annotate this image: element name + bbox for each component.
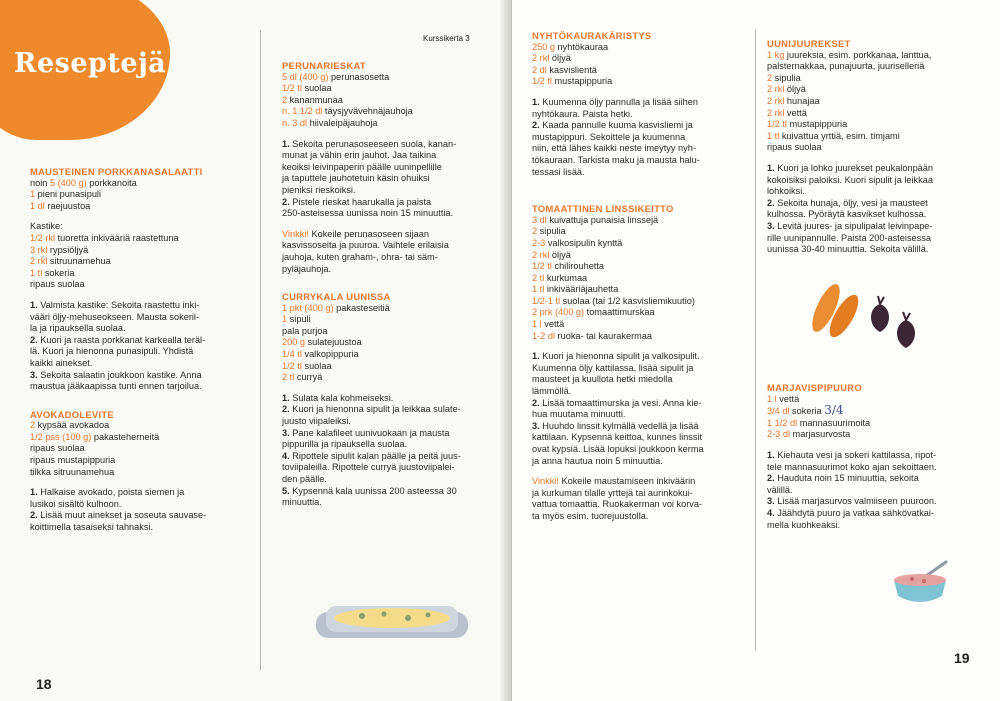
step-cont: munat ja vähin erin jauhot. Jaa taikina xyxy=(282,150,437,161)
left-column-2 xyxy=(282,60,497,509)
ingredient: 1 tl kuivattua yrttiä, esim. timjami xyxy=(767,130,900,141)
step-cont: pieniksi rieskoiksi. xyxy=(282,184,356,195)
ingredient: pala purjoa xyxy=(282,325,328,336)
step: 1. Sekoita perunasoseeseen suola, kanan- xyxy=(282,138,457,149)
root-vegetables-illustration xyxy=(802,282,942,352)
ingredient: 1 l vettä xyxy=(532,319,565,330)
ingredient: 3 rkl rypsiöljyä xyxy=(30,244,89,255)
step: 2. Kaada pannulle kuuma kasvisliemi ja xyxy=(532,120,693,131)
ingredient: ripaus suolaa xyxy=(767,142,822,153)
left-column-1 xyxy=(30,166,250,534)
right-column-2-lower xyxy=(767,382,989,531)
tip-cont: ja kurkuman tilalle yrttejä tai aurinkokui- xyxy=(532,487,693,498)
step-cont: Kuumenna öljy kattilassa, lisää sipulit ja xyxy=(532,362,694,373)
step-cont: kaikki ainekset. xyxy=(30,357,93,368)
porridge-bowl-illustration xyxy=(888,560,952,610)
step-cont: lusikoi sisältö kulhoon. xyxy=(30,498,122,509)
step: 2. Lisää muut ainekset ja soseuta sauvase- xyxy=(30,510,207,521)
ingredient: tilkka sitruunamehua xyxy=(30,466,115,477)
ingredient: 1 tl sokeria xyxy=(30,267,75,278)
step: 1. Kuori ja lohko juurekset peukalonpään xyxy=(767,162,934,173)
ingredient: 1 1/2 dl mannasuurimoita xyxy=(767,417,871,428)
recipe-title-avokadolevite: AVOKADOLEVITE xyxy=(30,408,114,420)
kastike-label: Kastike: xyxy=(30,221,63,232)
step-cont: mausteet ja kuullota hetki miedolla xyxy=(532,374,673,385)
step: 3. Sekoita salaatin joukkoon kastike. Anna xyxy=(30,369,202,380)
ingredient: 2 tl curryä xyxy=(282,372,323,383)
step-cont: ja taputtele jauhotetuin käsin ohuiksi xyxy=(282,173,430,184)
recipe-title-currykala: CURRYKALA UUNISSA xyxy=(282,291,391,303)
step-cont: tele mannasuurimot koko ajan sekoittaen. xyxy=(767,461,937,472)
ingredient: ripaus suolaa xyxy=(30,279,85,290)
tip-cont: ta myös esim. tuorejuustolla. xyxy=(532,510,649,521)
ingredient: 1-2 dl ruoka- tai kaurakermaa xyxy=(532,330,653,341)
ingredient: 3 dl kuivattuja punaisia linssejä xyxy=(532,214,659,225)
tip-cont: vattua tomaattia. Ruokakerman voi korva- xyxy=(532,499,703,510)
ingredient: 1/2 tl mustapippuria xyxy=(532,76,613,87)
step-cont: hua muutama minuutti. xyxy=(532,409,626,420)
ingredient: 1/2 pss (100 g) pakasteherneitä xyxy=(30,431,160,442)
ingredient: 3/4 dl sokeria 3/4 xyxy=(767,403,844,418)
ingredient: 2 rkl vettä xyxy=(767,107,807,118)
ingredient: 1/2 tl chilirouhetta xyxy=(532,261,605,272)
step-cont: koittimella tasaiseksi tahnaksi. xyxy=(30,522,154,533)
step-cont: mustapippuri. Sekoittele ja kuumenna xyxy=(532,131,686,142)
ingredient: 2 prk (400 g) tomaattimurskaa xyxy=(532,307,655,318)
step-cont: lohkoiksi. xyxy=(767,186,805,197)
step-cont: kokoisiksi paloiksi. Kuori sipulit ja leikkaa xyxy=(767,174,933,185)
recipe-title-nyhtokaurakaristys: NYHTÖKAURAKÄRISTYS xyxy=(532,30,652,41)
casserole-illustration xyxy=(312,598,472,646)
step: 3. Levitä juures- ja sipulipalat leivinpape- xyxy=(767,220,933,231)
ingredient: 1 sipuli xyxy=(282,314,311,325)
step: 1. Halkaise avokado, poista siemen ja xyxy=(30,487,185,498)
ingredient: 2 rkl hunajaa xyxy=(767,95,820,106)
right-column-2 xyxy=(767,38,989,256)
step-cont: den päälle. xyxy=(282,474,327,484)
step-cont: tökauraan. Tarkista maku ja mausta halu- xyxy=(532,154,700,165)
recipe-title-uunijuurekset: UUNIJUUREKSET xyxy=(767,38,851,49)
step-cont: vääri öljy-mehuseokseen. Mausta sokeril- xyxy=(30,311,200,322)
ingredient: 2 dl kasvislientä xyxy=(532,64,597,75)
page-number-right: 19 xyxy=(954,650,970,666)
tip-cont: jauhoja, kuten graham-, ohra- tai säm- xyxy=(282,251,438,262)
step: 2. Hauduta noin 15 minuuttia, sekoita xyxy=(767,473,919,484)
ingredient: 1/2 rkl tuoretta inkivääriä raastettuna xyxy=(30,232,179,243)
step-cont: maustua jääkaapissa tunti ennen tarjoilua. xyxy=(30,381,202,392)
column-divider xyxy=(755,30,756,650)
step-cont: ja anna hautua noin 5 minuuttia. xyxy=(532,455,663,466)
step: 3. Pane kalafileet uunivuokaan ja mausta xyxy=(282,427,450,438)
ingredient: noin 5 (400 g) porkkanoita xyxy=(30,177,137,188)
tip-cont: kasvissoseita ja puuroa. Vaihtele erilaisia xyxy=(282,240,449,251)
right-page xyxy=(512,0,1000,701)
ingredient: 1 pkt (400 g) pakasteseitiä xyxy=(282,302,390,313)
ingredient: 5 dl (400 g) perunasosetta xyxy=(282,71,390,82)
ingredient: 1/2 tl suolaa xyxy=(282,83,332,94)
step: 1. Kuumenna öljy pannulla ja lisää siihen xyxy=(532,96,698,107)
step: 2. Kuori ja raasta porkkanat karkealla teräl- xyxy=(30,334,206,345)
step-cont: niin, että lähes kaikki neste imeytyy nyh- xyxy=(532,143,696,154)
ingredient: 2 sipulia xyxy=(767,72,801,83)
step-cont: mella kuohkeaksi. xyxy=(767,519,841,530)
ingredient: n. 1 1/2 dl täysjyvävehnäjauhoja xyxy=(282,106,413,117)
step-cont: rille uunipannulle. Paista 200-asteisessa xyxy=(767,232,931,243)
step-cont: välillä. xyxy=(767,484,793,495)
step-cont: kulhossa. Pyöräytä kasvikset kulhossa. xyxy=(767,209,927,220)
step: 2. Pistele rieskat haarukalla ja paista xyxy=(282,196,432,207)
ingredient: 2 rkl öljyä xyxy=(532,249,571,260)
ingredient: 1 pieni punasipuli xyxy=(30,189,102,200)
step: 5. Kypsennä kala uunissa 200 asteessa 30 xyxy=(282,485,457,496)
ingredient: 2 rkl öljyä xyxy=(532,53,571,64)
step-cont: ovat kypsiä. Lisää lopuksi joukkoon kerma xyxy=(532,444,704,454)
tip: Vinkki! Kokeile perunasoseen sijaan xyxy=(282,228,429,239)
right-column-1 xyxy=(532,30,747,523)
ingredient: 1/4 tl valkopippuria xyxy=(282,349,359,360)
ingredient: 1/2 tl suolaa xyxy=(282,360,332,371)
step-cont: uunissa 30-40 minuuttia. Sekoita välillä. xyxy=(767,244,929,255)
step: 3. Lisää marjasurvos valmiiseen puuroon. xyxy=(767,496,937,507)
step: 2. Sekoita hunaja, öljy, vesi ja mausteet xyxy=(767,197,928,208)
tip: Vinkki! Kokeile maustamiseen inkiväärin xyxy=(532,476,696,487)
step: 1. Sulata kala kohmeiseksi. xyxy=(282,392,394,403)
step: 2. Kuori ja hienonna sipulit ja leikkaa sulate- xyxy=(282,404,461,415)
ingredient: 2 rkl sitruunamehua xyxy=(30,256,111,267)
ingredient: 1/2-1 tl suolaa (tai 1/2 kasvisliemikuutio) xyxy=(532,295,695,306)
ingredient: 2 rkl öljyä xyxy=(767,84,806,95)
page-number-left: 18 xyxy=(36,676,52,692)
ingredient: 1 kg juureksia, esim. porkkanaa, lanttua, xyxy=(767,49,932,60)
step-cont: pippurilla ja ripauksella suolaa. xyxy=(282,439,408,450)
ingredient: 2 tl kurkumaa xyxy=(532,272,588,283)
step: 1. Valmista kastike: Sekoita raastettu inki- xyxy=(30,299,200,310)
step-cont: toviipaleilla. Ripottele curryä juustoviipalei- xyxy=(282,462,455,473)
tip-cont: pyläjauhoja. xyxy=(282,263,332,274)
ingredient: 2 kypsää avokadoa xyxy=(30,420,110,431)
ingredient: 2-3 valkosipulin kynttä xyxy=(532,237,623,248)
recipe-title-linssikeitto: TOMAATTINEN LINSSIKEITTO xyxy=(532,203,674,215)
handwritten-note: 3/4 xyxy=(824,403,844,418)
step-cont: juusto viipaleiksi. xyxy=(282,416,351,427)
recipe-title-marjavispipuuro: MARJAVISPIPUURO xyxy=(767,382,862,393)
step-cont: kattilaan. Kypsennä keittoa, kunnes linssit xyxy=(532,432,703,443)
step-cont: lämmöllä. xyxy=(532,386,572,397)
ingredient: 2-3 dl marjasurvosta xyxy=(767,429,851,440)
ingredient: 1 dl raejuustoa xyxy=(30,200,91,211)
course-label: Kurssikerta 3 xyxy=(423,34,470,43)
step-cont: la ja ripauksella suolaa. xyxy=(30,323,126,334)
ingredient: 2 sipulia xyxy=(532,226,566,237)
step: 4. Ripottele sipulit kalan päälle ja peitä juus- xyxy=(282,450,461,461)
page-heading: Reseptejä xyxy=(14,48,167,79)
step-cont: minuuttia. xyxy=(282,497,322,508)
ingredient: n. 3 dl hiivaleipäjauhoja xyxy=(282,117,378,128)
step-cont: keoiksi leivinpaperin päälle uuninpellille xyxy=(282,161,442,172)
step: 1. Kiehauta vesi ja sokeri kattilassa, ripot- xyxy=(767,449,937,460)
step: 4. Jäähdytä puuro ja vatkaa sähkövatkai- xyxy=(767,507,935,518)
step: 3. Huuhdo linssit kylmällä vedellä ja lisää xyxy=(532,420,699,431)
recipe-title-perunarieskat: PERUNARIESKAT xyxy=(282,60,366,71)
ingredient: 1 l vettä xyxy=(767,393,800,404)
ingredient-cont: palsternakkaa, punajuurta, juuriselleriä xyxy=(767,61,925,72)
step-cont: tessasi lisää. xyxy=(532,166,585,177)
recipe-title-porkkanasalaatti: MAUSTEINEN PORKKANASALAATTI xyxy=(30,166,203,177)
ingredient: 1 tl inkivääriäjauhetta xyxy=(532,284,619,295)
ingredient: ripaus suolaa xyxy=(30,443,85,454)
step-cont: 250-asteisessa uunissa noin 15 minuuttia. xyxy=(282,208,454,219)
ingredient: ripaus mustapippuria xyxy=(30,455,116,466)
ingredient: 2 kananmunaa xyxy=(282,94,343,105)
ingredient: 1/2 tl mustapippuria xyxy=(767,119,848,130)
step: 2. Lisää tomaattimurska ja vesi. Anna kie- xyxy=(532,397,702,408)
step-cont: nyhtökaura. Paista hetki. xyxy=(532,108,633,119)
ingredient: 200 g sulatejuustoa xyxy=(282,337,362,348)
column-divider xyxy=(260,30,261,670)
step-cont: lä. Kuori ja hienonna punasipuli. Yhdistä xyxy=(30,346,194,357)
step: 1. Kuori ja hienonna sipulit ja valkosipulit. xyxy=(532,351,700,362)
ingredient: 250 g nyhtökauraa xyxy=(532,41,609,52)
